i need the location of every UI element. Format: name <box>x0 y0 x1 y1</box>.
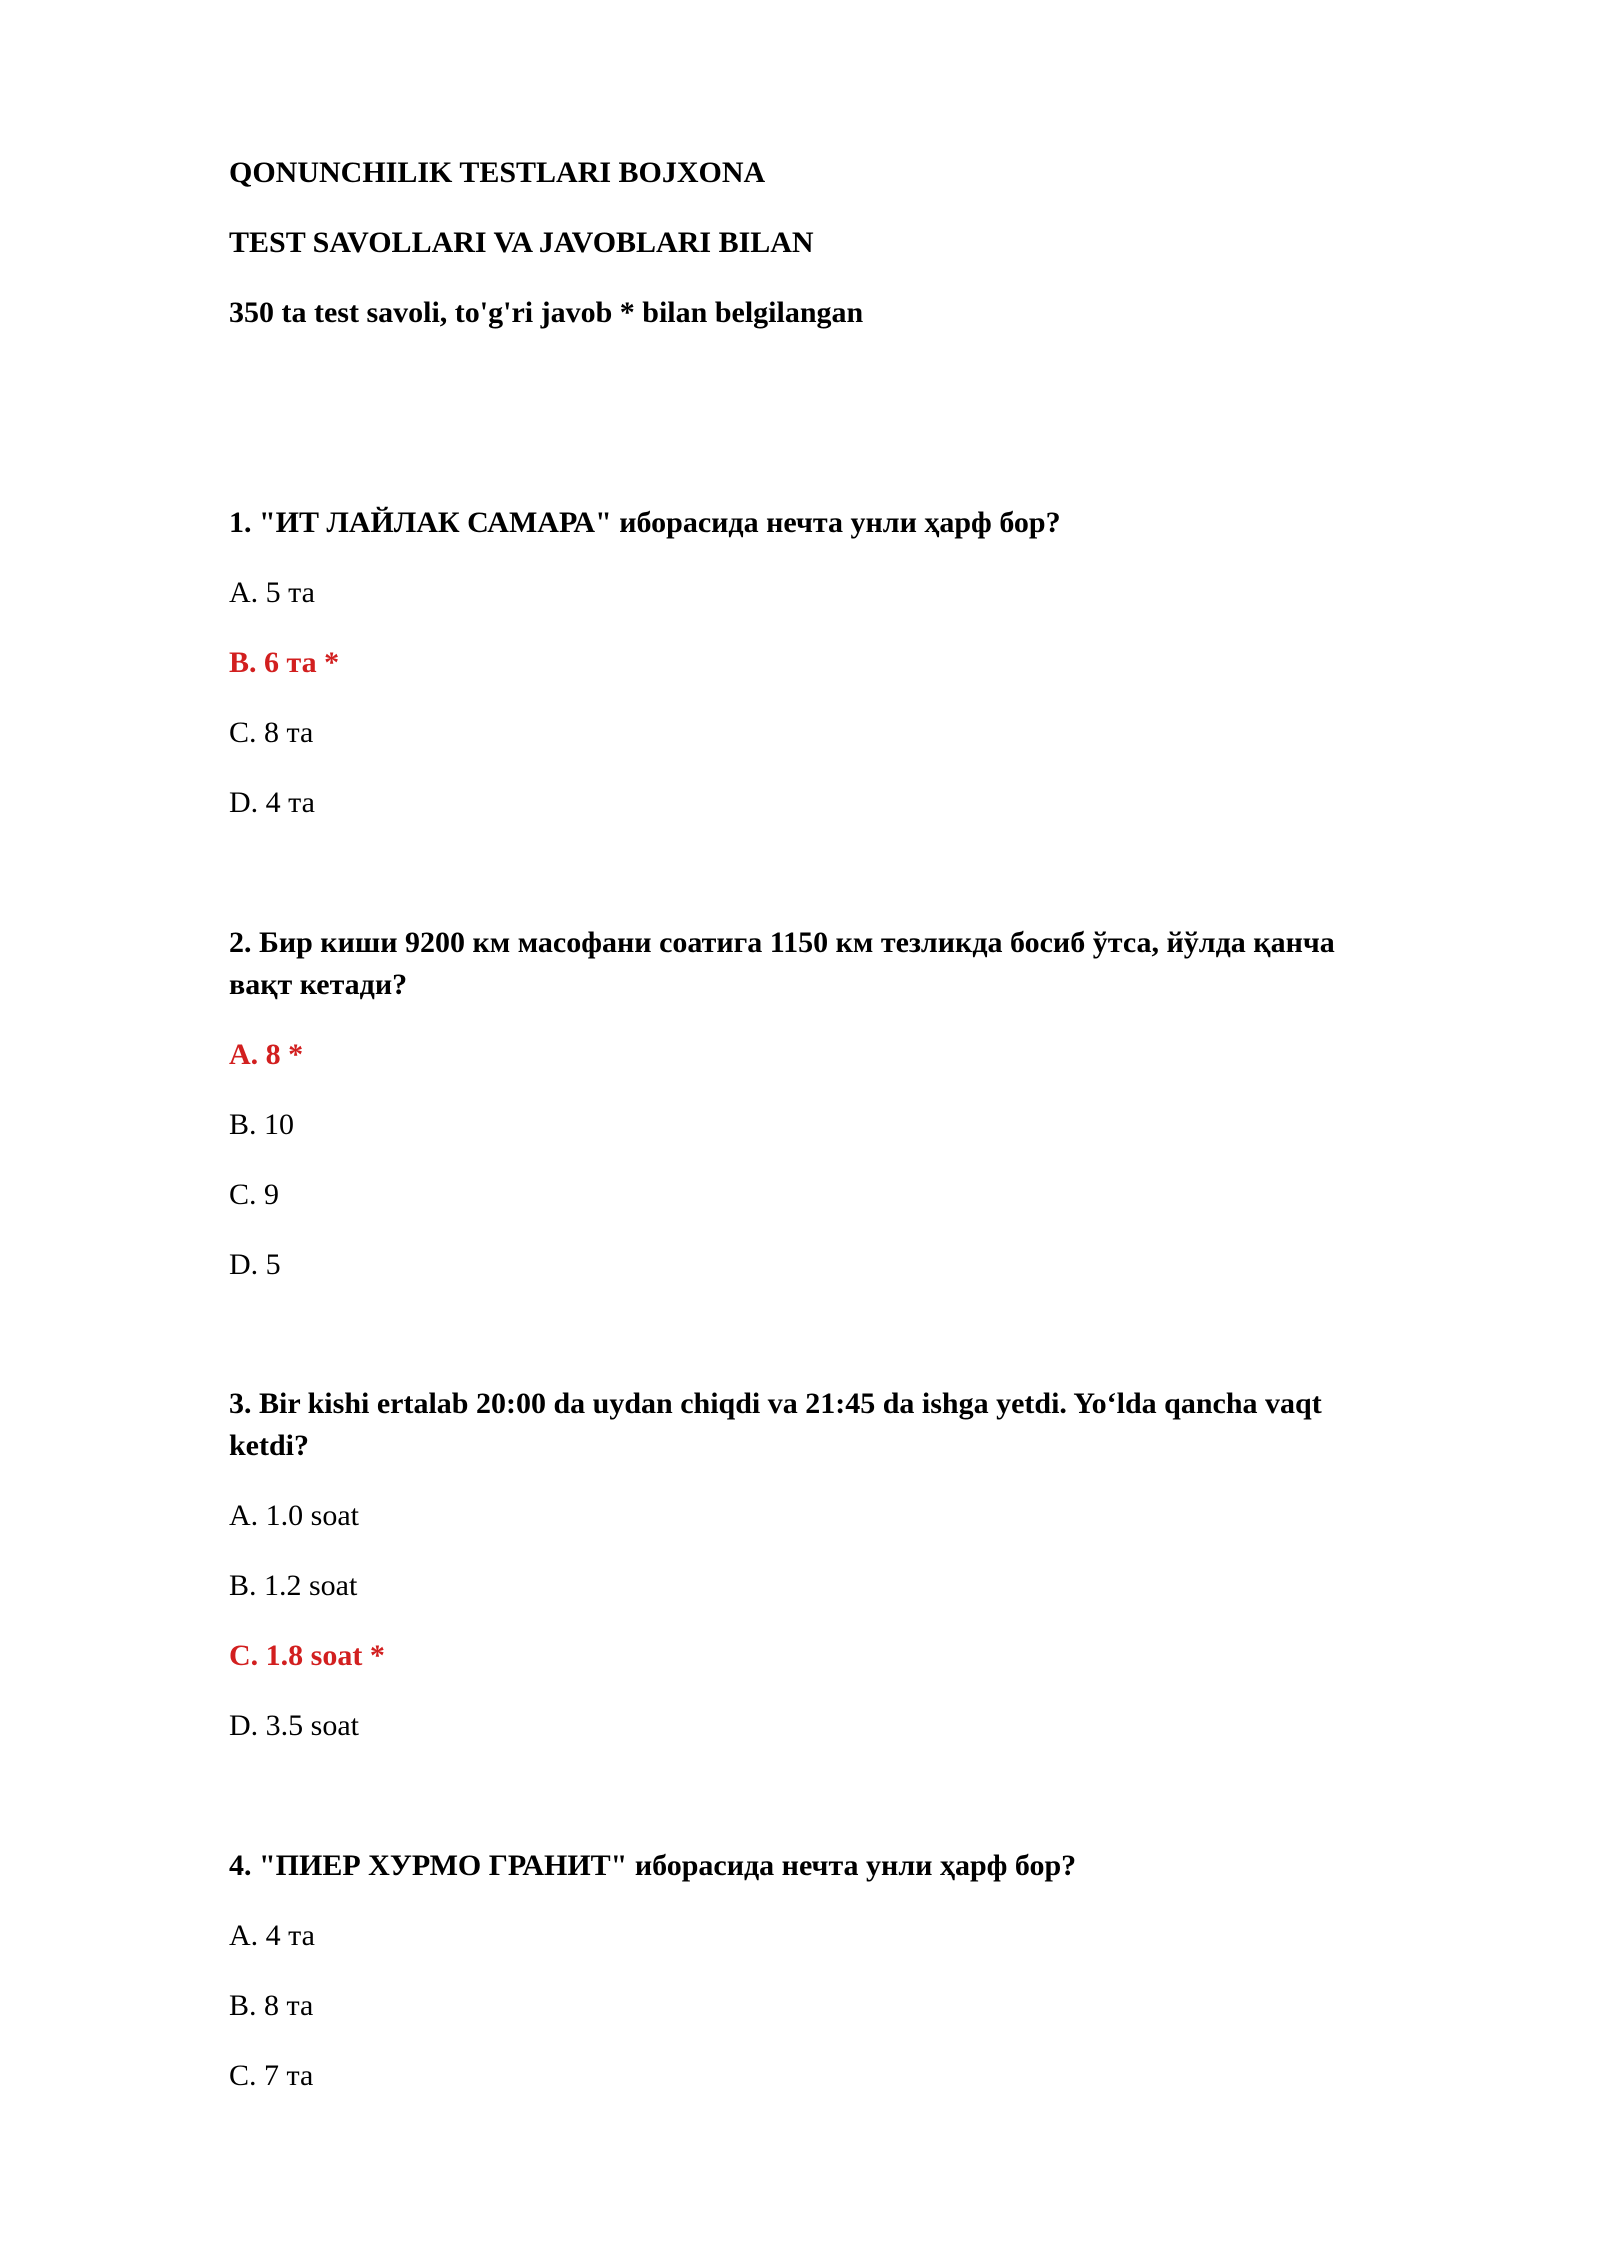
question-1-option-d: D. 4 та <box>229 786 315 819</box>
document-note: 350 ta test savoli, to'g'ri javob * bilan belgilangan <box>229 296 864 329</box>
question-3-text-line2: ketdi? <box>229 1429 310 1462</box>
question-3-option-d: D. 3.5 soat <box>229 1709 359 1742</box>
question-1-option-b-correct: B. 6 та * <box>229 646 340 679</box>
question-2-option-d: D. 5 <box>229 1248 281 1281</box>
question-2-text-line1: 2. Бир киши 9200 км масофани соатига 1150 км тезликда босиб ўтса, йўлда қанча <box>229 926 1335 959</box>
question-2-option-b: B. 10 <box>229 1108 295 1141</box>
question-4-option-b: B. 8 та <box>229 1989 314 2022</box>
question-3-text-line1: 3. Bir kishi ertalab 20:00 da uydan chiqdi va 21:45 da ishga yetdi. Yo‘lda qancha vaqt <box>229 1387 1322 1420</box>
question-3-option-b: B. 1.2 soat <box>229 1569 358 1602</box>
question-1-option-c: C. 8 та <box>229 716 314 749</box>
question-4-text: 4. "ПИЕР ХУРМО ГРАНИТ" иборасида нечта унли ҳарф бор? <box>229 1849 1077 1882</box>
question-1-option-a: A. 5 та <box>229 576 315 609</box>
document-title: QONUNCHILIK TESTLARI BOJXONA <box>229 156 766 189</box>
question-3-option-c-correct: C. 1.8 soat * <box>229 1639 385 1672</box>
question-4-option-c: C. 7 та <box>229 2059 314 2092</box>
question-2-text-line2: вақт кетади? <box>229 968 408 1001</box>
question-3-option-a: A. 1.0 soat <box>229 1499 359 1532</box>
document-subtitle: TEST SAVOLLARI VA JAVOBLARI BILAN <box>229 226 814 259</box>
question-1-text: 1. "ИТ ЛАЙЛАК САМАРА" иборасида нечта унли ҳарф бор? <box>229 506 1061 539</box>
question-2-option-a-correct: A. 8 * <box>229 1038 304 1071</box>
question-2-option-c: C. 9 <box>229 1178 280 1211</box>
question-4-option-a: A. 4 та <box>229 1919 315 1952</box>
